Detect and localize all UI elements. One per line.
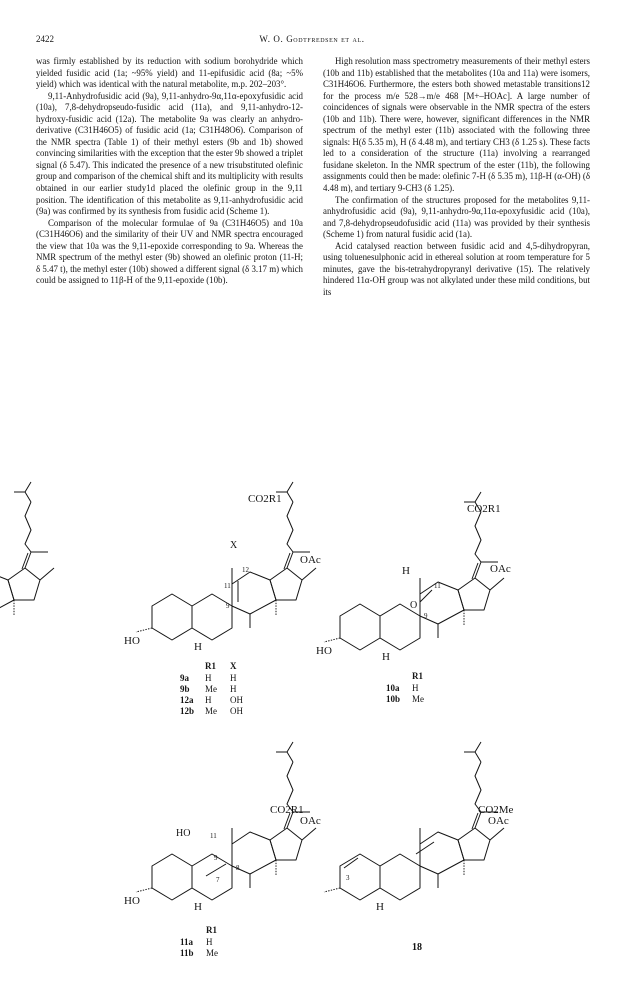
co2me-label: CO2Me <box>478 804 514 816</box>
oxygen-label: O <box>410 600 418 611</box>
co2r-label: CO2R1 <box>248 493 282 505</box>
table-cell: Me <box>206 948 218 958</box>
running-head: W. O. Godtfredsen et al. <box>259 34 365 44</box>
oac-label: OAc <box>300 815 321 827</box>
compound-id: 12a <box>180 695 194 705</box>
oac-label: OAc <box>300 554 321 566</box>
compound-id: 18 <box>412 942 422 953</box>
right-text-column <box>323 56 590 298</box>
compound-id: 11b <box>180 948 194 958</box>
structure-figures <box>0 468 624 1004</box>
atom-number: 3 <box>346 874 350 882</box>
atom-number: 11 <box>434 582 441 590</box>
ho-label: HO <box>316 645 332 657</box>
atom-number: 11 <box>224 582 231 590</box>
atom-number: 9 <box>424 612 428 620</box>
h-label: H <box>376 901 384 913</box>
oac-label: OAc <box>488 815 509 827</box>
side-chain-bond <box>25 502 31 552</box>
compound-id: 9b <box>180 684 190 694</box>
table-cell: H <box>205 673 212 683</box>
page-number: 2422 <box>36 34 54 44</box>
h-label: H <box>402 565 410 577</box>
left-text-column <box>36 56 303 287</box>
compound-id: 11a <box>180 937 194 947</box>
table-cell: H <box>205 695 212 705</box>
epoxide-bond <box>420 590 432 602</box>
atom-number: 12 <box>242 566 249 574</box>
double-bond <box>416 842 434 854</box>
ho-label: HO <box>124 635 140 647</box>
oac-bond <box>40 568 54 580</box>
double-bond-7-8 <box>206 864 226 876</box>
table-cell: OH <box>230 706 243 716</box>
table-cell: H <box>230 673 237 683</box>
co2r-label: CO2R1 <box>467 503 501 515</box>
hydroxyl-label: HO <box>176 828 191 839</box>
compound-id: 10a <box>386 683 400 693</box>
atom-number: 7 <box>216 876 220 884</box>
paragraph: 9,11-Anhydrofusidic acid (9a), 9,11-anhydro-9α,11α-epoxyfusidic acid (10a), 7,8-dehydropseudo-fusidic acid (11a), and 9,11-anhydro-12-hydroxy-fusidic acid (12a). The metabolite 9a was clearly an anhydro-derivative (C31H46O5) of fusidic acid (1a; C31H48O6). Comparison of the NMR spectra (Table 1) of their methyl esters (9b and 1b) showed convincing similarities with the exception that the ester 9b showed a triplet signal (δ 5.47). This indicated the presence of a new trisubstituted olefinic group and comparison of the chemical shift and its multiplicity with results obtained in our earlier study1d placed the olefinic group in the 9,11 position. The identification of this metabolite as 9,11-anhydrofusidic acid (9a) was confirmed by its synthesis from fusidic acid (Scheme 1). <box>36 90 303 217</box>
atom-number: 11 <box>210 832 217 840</box>
structure-9-12 <box>124 482 321 716</box>
compound-table <box>180 673 243 716</box>
table-cell: Me <box>205 684 217 694</box>
x-label: X <box>230 540 238 551</box>
paragraph: was firmly established by its reduction with sodium borohydride which yielded fusidic acid (1a; ~95% yield) and 11-epifusidic acid (8a; ~5% yield) which was identical with the natural metabolite, m.p. 202–203°. <box>36 56 303 90</box>
table-header: R1 <box>206 925 217 935</box>
steroid-skeleton-template <box>0 482 54 640</box>
ho-label: HO <box>124 895 140 907</box>
oac-label: OAc <box>490 563 511 575</box>
structure-18 <box>324 742 514 953</box>
paragraph: Acid catalysed reaction between fusidic acid and 4,5-dihydropyran, using toluenesulphonic acid in ethereal solution at room temperature for 5 minutes, gave the bis-tetrahydropyranyl derivative (15). The relatively hindered 11α-OH group was not alkylated under these mild conditions, but its <box>323 240 590 297</box>
paragraph: The confirmation of the structures proposed for the metabolites 9,11-anhydrofusidic acid (9a), 9,11-anhydro-9α,11α-epoxyfusidic acid (10a), and 7,8-dehydropseudofusidic acid (11a) was provided by their synthesis (Scheme 1) from natural fusidic acid (1a). <box>323 194 590 240</box>
table-cell: H <box>230 684 237 694</box>
compound-id: 9a <box>180 673 189 683</box>
table-cell: Me <box>205 706 217 716</box>
table-header: R1 <box>412 671 423 681</box>
paragraph: High resolution mass spectrometry measurements of their methyl esters (10b and 11b) established that the metabolites (10a and 11a) were isomers, C31H46O6. Furthermore, the esters both showed metastable transitions12 for the process m/e 528→m/e 468 [M+–HOAc]. A large number of coincidences of signals were observable in the NMR spectra of the esters (10b and 11b). There were, however, significant differences in the NMR spectrum of the methyl ester (11b) associated with the following three signals: H(δ 5.35 m), H (δ 4.48 m), and tertiary CH3 (δ 1.25 s). These facts led to a consideration of the structure (11a) involving a rearranged fusidane skeleton. In the NMR spectrum of the ester (11b), the following assignments could then be made: olefinic 7-H (δ 5.35 m), 11β-H (α-OH) (δ 4.48 m), and tertiary 9-CH3 (δ 1.25). <box>323 56 590 194</box>
atom-number: 9 <box>214 854 218 862</box>
atom-number: 8 <box>236 864 240 872</box>
atom-number: 9 <box>226 602 230 610</box>
table-cell: OH <box>230 695 243 705</box>
table-cell: H <box>412 683 419 693</box>
co2r-label: CO2R1 <box>270 804 304 816</box>
compound-id: 12b <box>180 706 195 716</box>
paragraph: Comparison of the molecular formulae of 9a (C31H46O5) and 10a (C31H46O6) and the similarity of their UV and NMR spectra encouraged the view that 10a was the 9,11-epoxide corresponding to 9a. Whereas the NMR spectrum of the methyl ester (9b) showed an olefinic proton (11-H; δ 5.47 t), the methyl ester (10b) showed a different signal (δ 3.17 m) which could be assigned to 11β-H of the 9,11-epoxide (10b). <box>36 217 303 286</box>
compound-id: 10b <box>386 694 401 704</box>
isopropylidene-bond <box>25 482 31 502</box>
structure-11 <box>124 742 321 958</box>
table-cell: H <box>206 937 213 947</box>
ring-c <box>0 572 14 614</box>
h-label: H <box>194 641 202 653</box>
table-header: R1 <box>205 661 216 671</box>
table-header: X <box>230 661 237 671</box>
structure-10 <box>316 492 511 704</box>
table-cell: Me <box>412 694 424 704</box>
h-label: H <box>194 901 202 913</box>
page-header <box>36 34 588 48</box>
h-label: H <box>382 651 390 663</box>
